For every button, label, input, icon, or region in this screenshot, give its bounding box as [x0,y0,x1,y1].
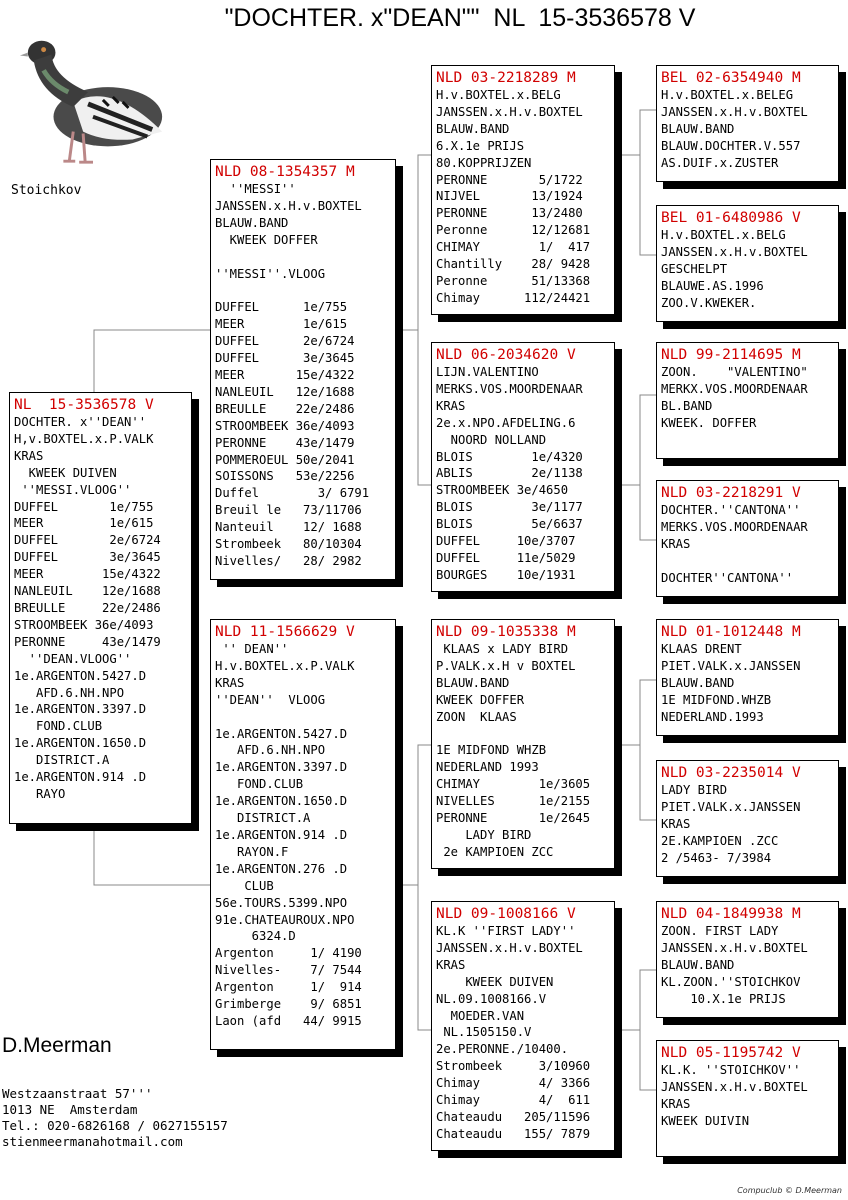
info-line: ''DEAN.VLOOG'' [14,651,132,666]
info-line: NL.1505150.V [436,1025,532,1040]
owner-city: 1013 NE Amsterdam [2,1102,138,1117]
info-line: DUFFEL 3e/3645 [14,550,161,565]
info-line: Nivelles/ 28/ 2982 [215,553,362,568]
info-line: Nivelles- 7/ 7544 [215,963,362,978]
ring-number: NLD 03-2235014 V [661,765,801,781]
info-line: JANSSEN.x.H.v.BOXTEL [661,104,808,119]
info-line: KWEEK DUIVEN [436,974,554,989]
info-line: BLAUW.DOCHTER.V.557 [661,138,801,153]
info-line: ''MESSI''.VLOOG [215,266,326,281]
ring-number: NLD 06-2034620 V [436,347,576,363]
mother-card [210,619,396,1050]
info-line: RAYO [14,786,66,801]
ggp-mmm-card [656,1040,839,1157]
info-line: JANSSEN.x.H.v.BOXTEL [661,244,808,259]
owner-address: Westzaanstraat 57''' [2,1086,153,1101]
info-line: Strombeek 3/10960 [436,1059,591,1074]
ring-number: NLD 99-2114695 M [661,347,801,363]
info-line: DOCHTER''CANTONA'' [661,570,794,585]
ring-number: BEL 02-6354940 M [661,70,801,86]
info-line: JANSSEN.x.H.v.BOXTEL [436,104,583,119]
info-line: PERONNE 43e/1479 [14,634,161,649]
ring-number: NLD 09-1035338 M [436,624,576,640]
info-line: ''MESSI'' [215,182,296,196]
info-line: BLAUW.BAND [436,121,510,136]
info-line: Peronne 51/13368 [436,273,591,288]
info-line: 1e.ARGENTON.1650.D [215,794,348,809]
father-card [210,159,396,580]
info-line: KRAS [661,816,691,831]
info-line: BREULLE 22e/2486 [14,600,161,615]
ring-number: BEL 01-6480986 V [661,210,801,226]
info-line: 1e.ARGENTON.3397.D [215,760,348,775]
info-line: JANSSEN.x.H.v.BOXTEL [215,198,362,213]
info-line: KRAS [661,1096,691,1111]
info-line: DUFFEL 2e/6724 [14,533,161,548]
info-line: LADY BIRD [436,827,532,842]
bird-caption: Stoichkov [11,183,82,198]
info-line: KLAAS x LADY BIRD [436,642,569,656]
info-line: 2E.KAMPIOEN .ZCC [661,833,779,848]
info-line: 80.KOPPRIJZEN [436,155,532,170]
ring-number: NLD 09-1008166 V [436,906,576,922]
ring-number: NLD 08-1354357 M [215,164,355,180]
info-line: NANLEUIL 12e/1688 [215,384,355,399]
info-line: NEDERLAND 1993 [436,760,539,775]
info-line: MEER 15e/4322 [14,567,161,582]
info-line: KWEEK DOFFER [215,232,318,247]
info-line: ZOON. FIRST LADY [661,924,779,938]
info-line: ZOO.V.KWEKER. [661,295,757,310]
info-line: BLOIS 3e/1177 [436,500,583,515]
info-line: KRAS [14,448,44,463]
info-line: STROOMBEEK 3e/4650 [436,483,569,498]
info-line: PERONNE 5/1722 [436,172,583,187]
info-line: JANSSEN.x.H.v.BOXTEL [661,940,808,955]
info-line: Breuil le 73/11706 [215,503,362,518]
owner-phone: Tel.: 020-6826168 / 0627155157 [2,1118,228,1133]
info-line: Grimberge 9/ 6851 [215,997,362,1012]
info-line: Chantilly 28/ 9428 [436,257,591,272]
info-line: 6324.D [215,929,296,944]
ring-number: NLD 05-1195742 V [661,1045,801,1061]
ring-number: NLD 03-2218291 V [661,485,801,501]
info-line: Chateaudu 205/11596 [436,1109,591,1124]
info-line: BLAUW.BAND [436,675,510,690]
info-line [215,282,391,299]
info-line: CHIMAY 1/ 417 [436,240,591,255]
info-line: ZOON KLAAS [436,709,517,724]
info-line: KLAAS DRENT [661,642,742,656]
info-line: POMMEROEUL 50e/2041 [215,452,355,467]
info-line: DUFFEL 1e/755 [14,499,154,514]
info-line: KRAS [215,675,245,690]
info-line: KL.ZOON.''STOICHKOV [661,974,801,989]
info-line: LADY BIRD [661,783,728,797]
info-line: DUFFEL 2e/6724 [215,334,355,349]
info-line: CHIMAY 1e/3605 [436,777,591,792]
info-line: MERKS.VOS.MOORDENAAR [436,381,583,396]
info-line: ZOON. "VALENTINO" [661,365,808,379]
info-line: DUFFEL 3e/3645 [215,351,355,366]
ggp-mfm-card [656,760,839,877]
info-line: NIJVEL 13/1924 [436,189,583,204]
father-mother-card [431,342,615,592]
info-line: JANSSEN.x.H.v.BOXTEL [661,1079,808,1094]
info-line: KRAS [661,536,691,551]
info-line: Nanteuil 12/ 1688 [215,520,362,535]
info-line: 2e.PERONNE./10400. [436,1042,569,1057]
info-line: Chimay 4/ 611 [436,1093,591,1108]
info-line: 1E MIDFOND WHZB [436,743,547,758]
info-line: 91e.CHATEAUROUX.NPO [215,912,355,927]
info-line: JANSSEN.x.H.v.BOXTEL [436,940,583,955]
info-line: KL.K ''FIRST LADY'' [436,924,576,938]
info-line: FOND.CLUB [215,777,304,792]
ggp-mmf-card [656,901,839,1018]
info-line: RAYON.F [215,844,289,859]
ring-number: NLD 04-1849938 M [661,906,801,922]
info-line: PERONNE 13/2480 [436,206,583,221]
info-line: DUFFEL 10e/3707 [436,534,576,549]
ggp-ffm-card [656,205,839,322]
info-line: Chateaudu 155/ 7879 [436,1126,591,1141]
info-line: ''MESSI.VLOOG'' [14,482,132,497]
info-line: BLAUW.BAND [661,121,735,136]
info-line: 1e.ARGENTON.276 .D [215,861,348,876]
info-line: PERONNE 1e/2645 [436,811,591,826]
info-line: Peronne 12/12681 [436,223,591,238]
info-line: BLOIS 5e/6637 [436,517,583,532]
info-line: DUFFEL 1e/755 [215,300,348,315]
info-line: Duffel 3/ 6791 [215,486,370,501]
info-line: KWEEK DUIVIN [661,1113,750,1128]
info-line: STROOMBEEK 36e/4093 [14,617,154,632]
info-line: KL.K. ''STOICHKOV'' [661,1063,801,1077]
info-line: 56e.TOURS.5399.NPO [215,895,348,910]
owner-email: stienmeermanahotmail.com [2,1134,183,1149]
info-line: BLAUW.BAND [661,675,735,690]
info-line: Laon (afd 44/ 9915 [215,1013,362,1028]
info-line: ''DEAN'' VLOOG [215,692,326,707]
info-line: NL.09.1008166.V [436,991,547,1006]
info-line: PERONNE 43e/1479 [215,435,355,450]
father-father-card [431,65,615,315]
info-line: FOND.CLUB [14,719,103,734]
info-line: NEDERLAND.1993 [661,709,764,724]
mother-father-card [431,619,615,869]
info-line: KWEEK. DOFFER [661,415,757,430]
info-line: 10.X.1e PRIJS [661,991,786,1006]
ggp-fmm-card [656,480,839,597]
info-line: H.v.BOXTEL.x.P.VALK [215,658,355,673]
info-line: 2e KAMPIOEN ZCC [436,844,554,859]
info-line: KWEEK DOFFER [436,692,525,707]
info-line: MERKS.VOS.MOORDENAAR [661,519,808,534]
info-line: MEER 1e/615 [14,516,154,531]
info-line: BLAUWE.AS.1996 [661,278,764,293]
info-line: NIVELLES 1e/2155 [436,794,591,809]
info-line: P.VALK.x.H v BOXTEL [436,658,576,673]
info-line: 1e.ARGENTON.914 .D [14,770,147,785]
subject-card [9,392,192,824]
info-line: AFD.6.NH.NPO [14,685,125,700]
info-line: PIET.VALK.x.JANSSEN [661,799,801,814]
info-line [215,249,391,266]
ring-number: NLD 03-2218289 M [436,70,576,86]
ggp-fff-card [656,65,839,182]
info-line: BL.BAND [661,398,713,413]
info-line: 1e.ARGENTON.5427.D [215,726,348,741]
info-line: '' DEAN'' [215,642,289,656]
info-line: CLUB [215,878,274,893]
info-line: ABLIS 2e/1138 [436,466,583,481]
info-line: 6.X.1e PRIJS [436,138,525,153]
info-line: DISTRICT.A [215,811,311,826]
info-line: KRAS [436,957,466,972]
info-line: BLAUW.BAND [215,215,289,230]
info-line [436,726,610,743]
info-line: 1E MIDFOND.WHZB [661,692,772,707]
info-line: 1e.ARGENTON.5427.D [14,668,147,683]
info-line: Chimay 112/24421 [436,290,591,305]
info-line: GESCHELPT [661,261,728,276]
info-line: LIJN.VALENTINO [436,365,539,379]
footer-credit: Compuclub © D.Meerman [737,1186,842,1195]
ggp-mff-card [656,619,839,736]
info-line: H.v.BOXTEL.x.BELG [661,228,786,242]
info-line: Chimay 4/ 3366 [436,1076,591,1091]
ggp-fmf-card [656,342,839,459]
info-line: MERKX.VOS.MOORDENAAR [661,381,808,396]
info-line: 1e.ARGENTON.914 .D [215,827,348,842]
info-line: DOCHTER. x''DEAN'' [14,415,147,429]
info-line: H,v.BOXTEL.x.P.VALK [14,431,154,446]
ring-number: NLD 01-1012448 M [661,624,801,640]
info-line: H.v.BOXTEL.x.BELEG [661,88,794,102]
info-line: NOORD NOLLAND [436,432,547,447]
info-line: KWEEK DUIVEN [14,465,117,480]
info-line: BLOIS 1e/4320 [436,449,583,464]
info-line: MEER 1e/615 [215,317,348,332]
owner-name: D.Meerman [2,1034,112,1057]
info-line: KRAS [436,398,466,413]
info-line: AS.DUIF.x.ZUSTER [661,155,779,170]
info-line: 1e.ARGENTON.3397.D [14,702,147,717]
info-line: BLAUW.BAND [661,957,735,972]
page-title: "DOCHTER. x"DEAN"" NL 15-3536578 V [224,4,696,32]
info-line: Strombeek 80/10304 [215,537,362,552]
info-line: DISTRICT.A [14,753,110,768]
info-line: MEER 15e/4322 [215,367,355,382]
info-line: AFD.6.NH.NPO [215,743,326,758]
info-line: 2 /5463- 7/3984 [661,850,772,865]
info-line: H.v.BOXTEL.x.BELG [436,88,561,102]
info-line: BREULLE 22e/2486 [215,401,355,416]
ring-number: NL 15-3536578 V [14,397,154,413]
info-line: STROOMBEEK 36e/4093 [215,418,355,433]
ring-number: NLD 11-1566629 V [215,624,355,640]
info-line: Argenton 1/ 4190 [215,946,362,961]
info-line: PIET.VALK.x.JANSSEN [661,658,801,673]
info-line: DOCHTER.''CANTONA'' [661,503,801,517]
info-line: MOEDER.VAN [436,1008,525,1023]
info-line: 1e.ARGENTON.1650.D [14,736,147,751]
info-line [215,709,391,726]
info-line: SOISSONS 53e/2256 [215,469,355,484]
info-line [661,553,834,570]
info-line: 2e.x.NPO.AFDELING.6 [436,415,576,430]
info-line: DUFFEL 11e/5029 [436,550,576,565]
info-line: NANLEUIL 12e/1688 [14,584,161,599]
mother-mother-card [431,901,615,1151]
info-line: BOURGES 10e/1931 [436,567,576,582]
info-line: Argenton 1/ 914 [215,980,362,995]
